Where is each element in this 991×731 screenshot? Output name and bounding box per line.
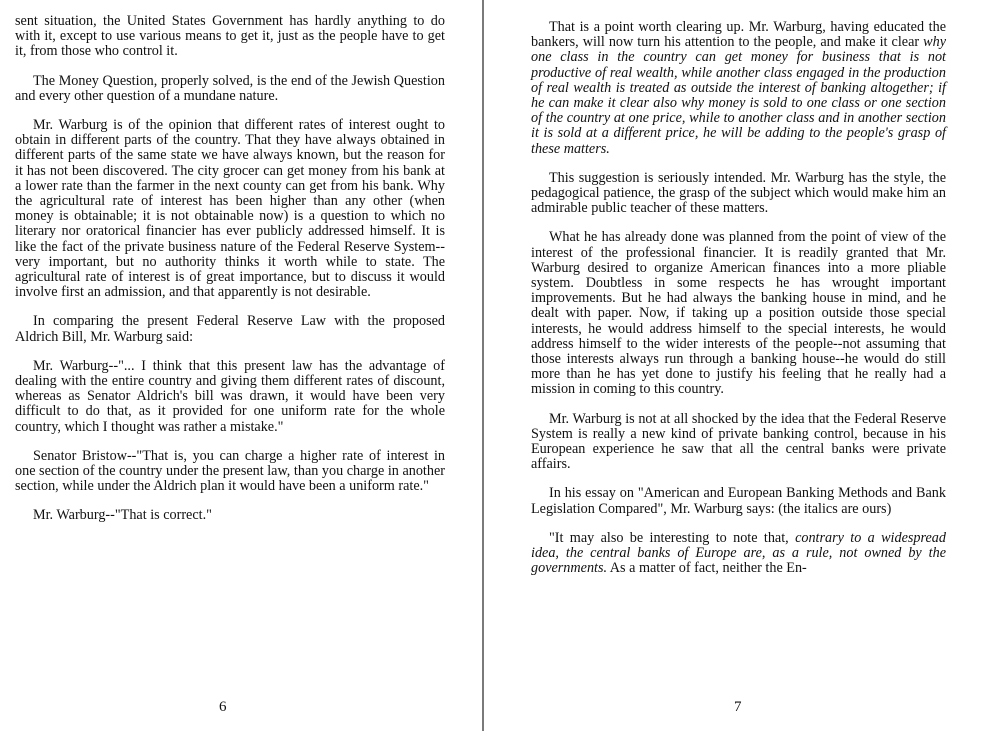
paragraph-text: That is a point worth clearing up. Mr. Warburg, having educated the bankers, will now turn his attention to the people, and make it clear — [531, 19, 946, 51]
paragraph: The Money Question, properly solved, is the end of the Jewish Question and every other question of a mundane nature. — [15, 72, 445, 104]
page-number: 6 — [219, 699, 227, 715]
left-page — [0, 0, 484, 731]
paragraph: sent situation, the United States Government has hardly anything to do with it, except to use various means to get it, just as the people have to get it, from those who control it. — [15, 13, 445, 60]
paragraph: Mr. Warburg--"That is correct." — [33, 507, 212, 524]
paragraph: Mr. Warburg is not at all shocked by the idea that the Federal Reserve System is really a new kind of private banking control, because in his European experience he saw that all the central banks were private affairs. — [531, 410, 946, 473]
paragraph: This suggestion is seriously intended. Mr. Warburg has the style, the pedagogical patience, the grasp of the subject which would make him an admirable public teacher of these matters. — [531, 169, 946, 217]
paragraph: What he has already done was planned from the point of view of the interest of the professional financier. It is readily granted that Mr. Warburg desired to organize American finances into a more pliable system. Doubtless in some respects he has wrought important improvements. But he had always the banking house in mind, and he dealt with paper. Now, if taking up a position outside those special interests, he would address himself to the special interests, he would address himself to the wider interests of the people--not assuming that those interests always run through a banking house--he would do still more than he has yet done to justify his feeling that he really had a mission in coming to this country. — [531, 229, 946, 398]
paragraph: In his essay on "American and European Banking Methods and Bank Legislation Compared", Mr. Warburg says: (the italics are ours) — [531, 485, 946, 517]
right-page-text — [531, 20, 946, 591]
paragraph: In comparing the present Federal Reserve Law with the proposed Aldrich Bill, Mr. Warburg said: — [15, 313, 445, 345]
paragraph — [531, 20, 946, 157]
italic-text: why one class in the country can get money for business that is not productive of real wealth, while another class engaged in the production of real wealth is treated as outside the interest of banking altogether; if he can make it clear also why money is sold to one class or one section of the country at one price, while to another class and in another section it is sold at a different price, he will be adding to the people's grasp of these matters. — [531, 34, 946, 157]
paragraph: Senator Bristow--"That is, you can charge a higher rate of interest in one section of the country under the present law, than you charge in another section, while under the Aldrich plan it would have been a uniform rate." — [15, 447, 445, 495]
page-number: 7 — [734, 699, 742, 715]
italic-text: contrary to a widespread idea, the central banks of Europe are, as a rule, not owned by the governments. — [531, 529, 946, 577]
paragraph-text: "It may also be interesting to note that, — [549, 529, 796, 546]
paragraph: Mr. Warburg is of the opinion that different rates of interest ought to obtain in different parts of the country. That they have always obtained in different parts of the same state we have always known, but the reason for it has not been discovered. The city grocer can get money from his bank at a lower rate than the farmer in the next county can get from his bank. Why the agricultural rate of interest has been higher than any other (when money is obtainable; it is not obtainable now) is a question to which no literary nor oratorical financier has ever publicly addressed himself. It is like the fact of the private business nature of the Federal Reserve System--very important, but no authority thinks it worth while to state. The agricultural rate of interest is of great importance, but to discuss it would involve first an admission, and that apparently is not desirable. — [15, 117, 445, 301]
paragraph: Mr. Warburg--"... I think that this present law has the advantage of dealing with the entire country and giving them different rates of discount, whereas as Senator Aldrich's bill was drawn, it would have been very difficult to do that, as it provided for one uniform rate for the whole country, which I thought was rather a mistake." — [15, 357, 445, 435]
paragraph-text: As a matter of fact, neither the En- — [607, 560, 807, 577]
right-page — [484, 0, 991, 731]
left-page-text — [15, 14, 445, 538]
paragraph — [531, 531, 946, 577]
